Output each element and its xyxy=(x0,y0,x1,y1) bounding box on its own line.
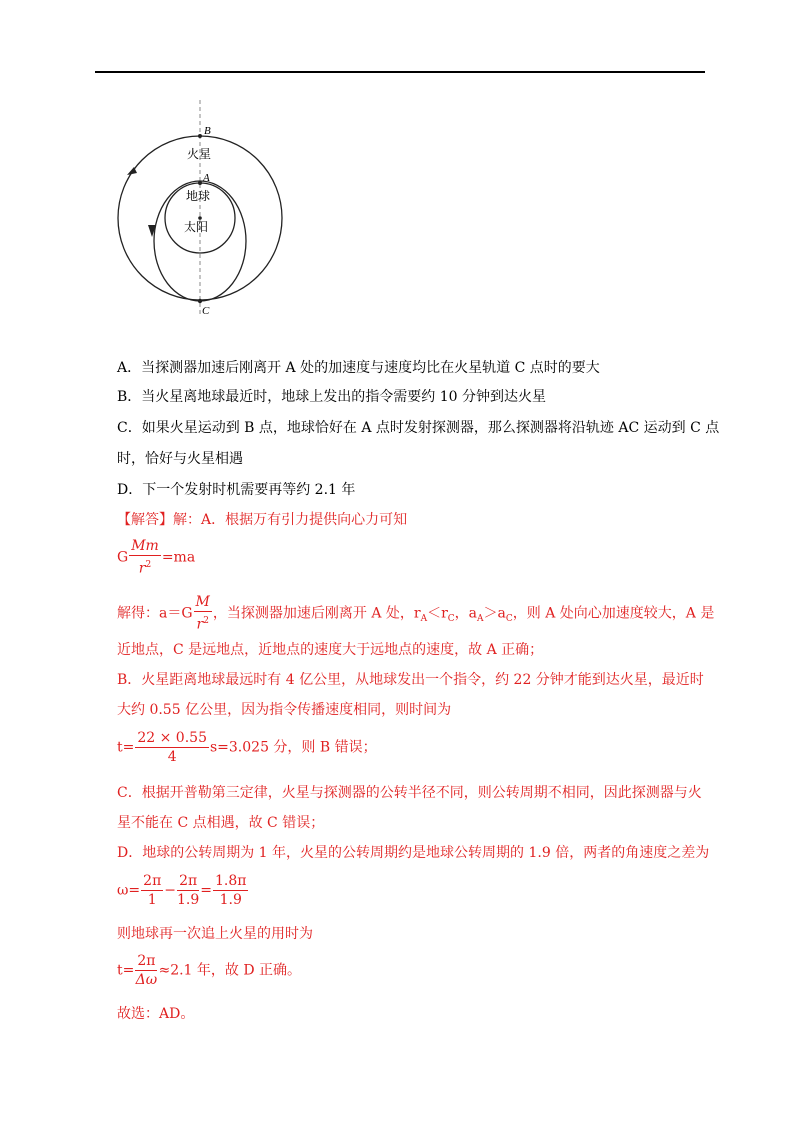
final-answer: 故选：AD。 xyxy=(117,1006,195,1022)
solution-a-line2: 近地点，C 是远地点，近地点的速度大于远地点的速度，故 A 正确； xyxy=(117,642,544,658)
option-d: D．下一个发射时机需要再等约 2.1 年 xyxy=(117,482,356,498)
formula-gravity: G $\frac{Mm}{r^2}$ =ma xyxy=(117,538,196,577)
solution-d-line3: 则地球再一次追上火星的用时为 xyxy=(117,926,313,942)
label-c: C xyxy=(202,305,210,317)
label-b: B xyxy=(204,125,211,137)
option-c-line2: 时，恰好与火星相遇 xyxy=(117,451,243,467)
option-b: B．当火星离地球最近时，地球上发出的指令需要约 10 分钟到达火星 xyxy=(117,389,547,405)
label-mars: 火星 xyxy=(187,147,212,161)
solution-a-line1: 解得：a＝G $\frac{M}{r^2}$ ，当探测器加速后刚离开 A 处，$r_A<r_C$，$a_A>a_C$，则 A 处向心加速度较大，A 是 xyxy=(117,594,715,633)
option-c-line1: C．如果火星运动到 B 点，地球恰好在 A 点时发射探测器，那么探测器将沿轨迹 AC 运动到 C 点 xyxy=(117,420,720,436)
formula-time-b: t= $\frac{22 \times 0.55}{4}$ s=3.025 分，则 B 错误； xyxy=(117,730,377,765)
formula-omega: ω= $\frac{2\pi}{1}$ − $\frac{2\pi}{1.9}$ = $\frac{1.8\pi}{1.9}$ xyxy=(117,873,247,908)
option-a: A．当探测器加速后刚离开 A 处的加速度与速度均比在火星轨道 C 点时的要大 xyxy=(117,360,600,376)
point-c xyxy=(198,299,202,303)
solution-c-line1: C．根据开普勒第三定律，火星与探测器的公转半径不同，则公转周期不相同，因此探测器与火 xyxy=(117,785,702,801)
orbit-diagram xyxy=(110,95,300,320)
point-b xyxy=(198,134,202,138)
header-rule xyxy=(95,71,705,73)
label-a: A xyxy=(203,172,210,184)
solution-b-line2: 大约 0.55 亿公里，因为指令传播速度相同，则时间为 xyxy=(117,702,452,718)
solution-d-line1: D．地球的公转周期为 1 年，火星的公转周期约是地球公转周期的 1.9 倍，两者的角速度之差为 xyxy=(117,845,710,861)
solution-c-line2: 星不能在 C 点相遇，故 C 错误； xyxy=(117,815,325,831)
label-earth: 地球 xyxy=(186,189,211,203)
solution-heading: 【解答】解：A．根据万有引力提供向心力可知 xyxy=(117,512,408,528)
point-a xyxy=(198,181,202,185)
formula-time-d: t= $\frac{2\pi}{\Delta\omega}$ ≈2.1 年，故 D 正确。 xyxy=(117,953,302,988)
label-sun: 太阳 xyxy=(184,220,209,234)
solution-b-line1: B．火星距离地球最远时有 4 亿公里，从地球发出一个指令，约 22 分钟才能到达火星，最近时 xyxy=(117,672,704,688)
